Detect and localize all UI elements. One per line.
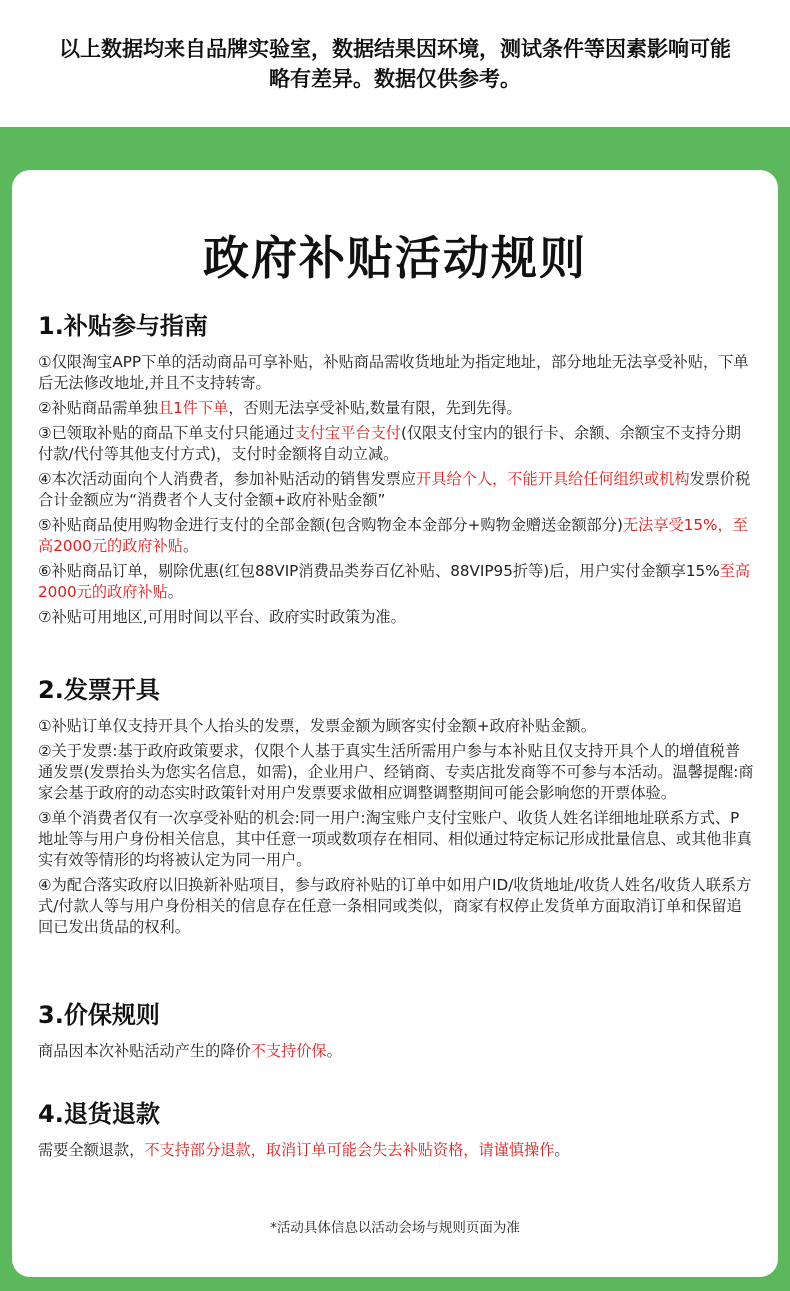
rule-item [38, 716, 754, 737]
rule-item [38, 607, 754, 628]
rule-item [38, 741, 754, 804]
rule-text: ④本次活动面向个人消费者，参加补贴活动的销售发票应 [38, 470, 417, 488]
section-invoice [38, 674, 754, 942]
rule-text: ⑦补贴可用地区,可用时间以平台、政府实时政策为准。 [38, 608, 406, 626]
disclaimer-line-2: 略有差异。数据仅供参考。 [269, 67, 521, 91]
section-heading: 2.发票开具 [38, 676, 160, 704]
rule-item [38, 515, 754, 557]
rule-text: (仅限支付宝内的银行卡、余额、余额宝不支持分期付款/代付等其他支付方式)，支付时金额将自动立减。 [38, 424, 741, 463]
rule-item [38, 469, 754, 511]
section-items [38, 1140, 754, 1161]
rule-text: ④为配合落实政府以旧换新补贴项目，参与政府补贴的订单中如用户ID/收货地址/收货人姓名/收货人联系方式/付款人等与用户身份相关的信息存在任意一条相同或类似，商家有权停止发货单方面取消订单和保留追回已发出货品的权利。 [38, 876, 752, 936]
rule-item [38, 398, 754, 419]
rule-text: 。 [167, 583, 183, 601]
rule-text: 。 [326, 1042, 342, 1060]
disclaimer-line-1: 以上数据均来自品牌实验室，数据结果因环境，测试条件等因素影响可能 [59, 37, 731, 61]
section-items [38, 352, 754, 628]
rule-text: ②补贴商品需单独 [38, 399, 158, 417]
rule-item [38, 1140, 754, 1161]
section-price-protection [38, 999, 754, 1066]
rule-text: ③已领取补贴的商品下单支付只能通过 [38, 424, 295, 442]
page-title: 政府补贴活动规则 [203, 231, 587, 285]
rule-item [38, 423, 754, 465]
rule-text: 。 [554, 1141, 570, 1159]
section-heading: 4.退货退款 [38, 1100, 160, 1128]
rule-text: ⑥补贴商品订单，剔除优惠(红包88VIP消费品类券百亿补贴、88VIP95折等)后，用户实付金额享15% [38, 562, 720, 580]
rule-text: ②关于发票:基于政府政策要求，仅限个人基于真实生活所需用户参与本补贴且仅支持开具个人的增值税普通发票(发票抬头为您实名信息，如需)，企业用户、经销商、专卖店批发商等不可参与本活动。温馨提醒:商家会基于政府的动态实时政策针对用户发票要求做相应调整调整期间可能会影响您的开票体验。 [38, 742, 754, 802]
rule-text: ③单个消费者仅有一次享受补贴的机会:同一用户:淘宝账户支付宝账户、收货人姓名详细地址联系方式、P地址等与用户身份相关信息，其中任意一项或数项存在相同、相似通过特定标记形成批量信息、或其他非真实有效等情形的均将被认定为同一用户。 [38, 809, 752, 869]
highlight-text: 不支持部分退款，取消订单可能会失去补贴资格，请谨慎操作 [144, 1141, 555, 1159]
rule-text: ⑤补贴商品使用购物金进行支付的全部金额(包含购物金本金部分+购物金赠送金额部分) [38, 516, 623, 534]
rule-item [38, 561, 754, 603]
rule-text: ，否则无法享受补贴,数量有限，先到先得。 [228, 399, 522, 417]
section-subsidy-guide [38, 310, 754, 632]
rule-text: 商品因本次补贴活动产生的降价 [38, 1042, 251, 1060]
highlight-text: 不支持价保 [250, 1042, 327, 1060]
rule-text: ①仅限淘宝APP下单的活动商品可享补贴，补贴商品需收货地址为指定地址，部分地址无法享受补贴，下单后无法修改地址,并且不支持转寄。 [38, 353, 749, 392]
rule-text: 需要全额退款， [38, 1141, 145, 1159]
rules-card [12, 170, 778, 1277]
highlight-text: 支付宝平台支付 [294, 424, 401, 442]
highlight-text: 无法享受15%，至高2000元的政府补贴 [38, 516, 748, 555]
rule-item [38, 1041, 754, 1062]
rule-item [38, 808, 754, 871]
highlight-text: 至高2000元的政府补贴 [38, 562, 751, 601]
rule-text: ①补贴订单仅支持开具个人抬头的发票，发票金额为顾客实付金额+政府补贴金额。 [38, 717, 596, 735]
section-heading: 3.价保规则 [38, 1001, 160, 1029]
highlight-text: 且1件下单 [157, 399, 229, 417]
highlight-text: 开具给个人，不能开具给任何组织或机构 [416, 470, 690, 488]
section-refund [38, 1098, 754, 1165]
rule-item [38, 352, 754, 394]
rule-text: 发票价税合计金额应为“消费者个人支付金额+政府补贴金额” [38, 470, 751, 509]
section-heading: 1.补贴参与指南 [38, 312, 208, 340]
rule-item [38, 875, 754, 938]
section-items [38, 716, 754, 938]
footnote: *活动具体信息以活动会场与规则页面为准 [270, 1220, 520, 1236]
disclaimer-banner [0, 0, 790, 127]
section-items [38, 1041, 754, 1062]
rule-text: 。 [182, 537, 199, 555]
